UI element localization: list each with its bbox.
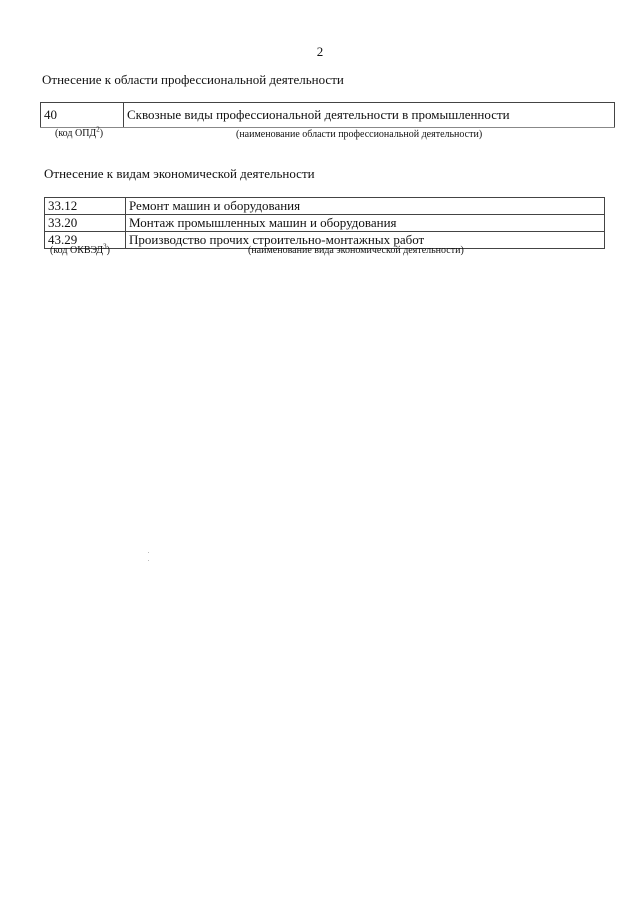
- economic-activity-name: Производство прочих строительно-монтажных работ: [126, 232, 605, 249]
- professional-area-title: Отнесение к области профессиональной деятельности: [42, 72, 344, 87]
- economic-activity-code: 43.29: [45, 232, 126, 249]
- professional-area-code: 40: [41, 103, 124, 128]
- scan-speck: [148, 552, 149, 553]
- professional-area-name-caption: (наименование области профессиональной деятельности): [236, 129, 483, 140]
- professional-area-row: [41, 103, 615, 128]
- economic-activity-code: 33.12: [45, 198, 126, 215]
- economic-activity-code-footnote: 3: [103, 242, 107, 251]
- economic-activity-code-caption: [50, 242, 110, 256]
- page-number: 2: [316, 44, 324, 59]
- economic-activity-name-caption: (наименование вида экономической деятельности): [248, 245, 464, 256]
- economic-activity-code-caption-close: ): [106, 245, 110, 256]
- economic-activity-row: [45, 215, 605, 232]
- professional-area-code-footnote: 2: [96, 125, 100, 134]
- economic-activity-name: Ремонт машин и оборудования: [126, 198, 605, 215]
- professional-area-table: [40, 102, 615, 128]
- economic-activity-name: Монтаж промышленных машин и оборудования: [126, 215, 605, 232]
- professional-area-code-caption-text: (код ОПД: [55, 128, 97, 139]
- economic-activity-table: [44, 197, 605, 249]
- professional-area-name: Сквозные виды профессиональной деятельности в промышленности: [124, 103, 615, 128]
- economic-activity-code-caption-text: (код ОКВЭД: [50, 245, 104, 256]
- professional-area-code-caption-close: ): [99, 128, 104, 139]
- economic-activity-row: [45, 198, 605, 215]
- economic-activity-title: Отнесение к видам экономической деятельности: [44, 166, 315, 181]
- economic-activity-code: 33.20: [45, 215, 126, 232]
- professional-area-code-caption: [55, 125, 104, 139]
- scan-speck: [148, 560, 149, 561]
